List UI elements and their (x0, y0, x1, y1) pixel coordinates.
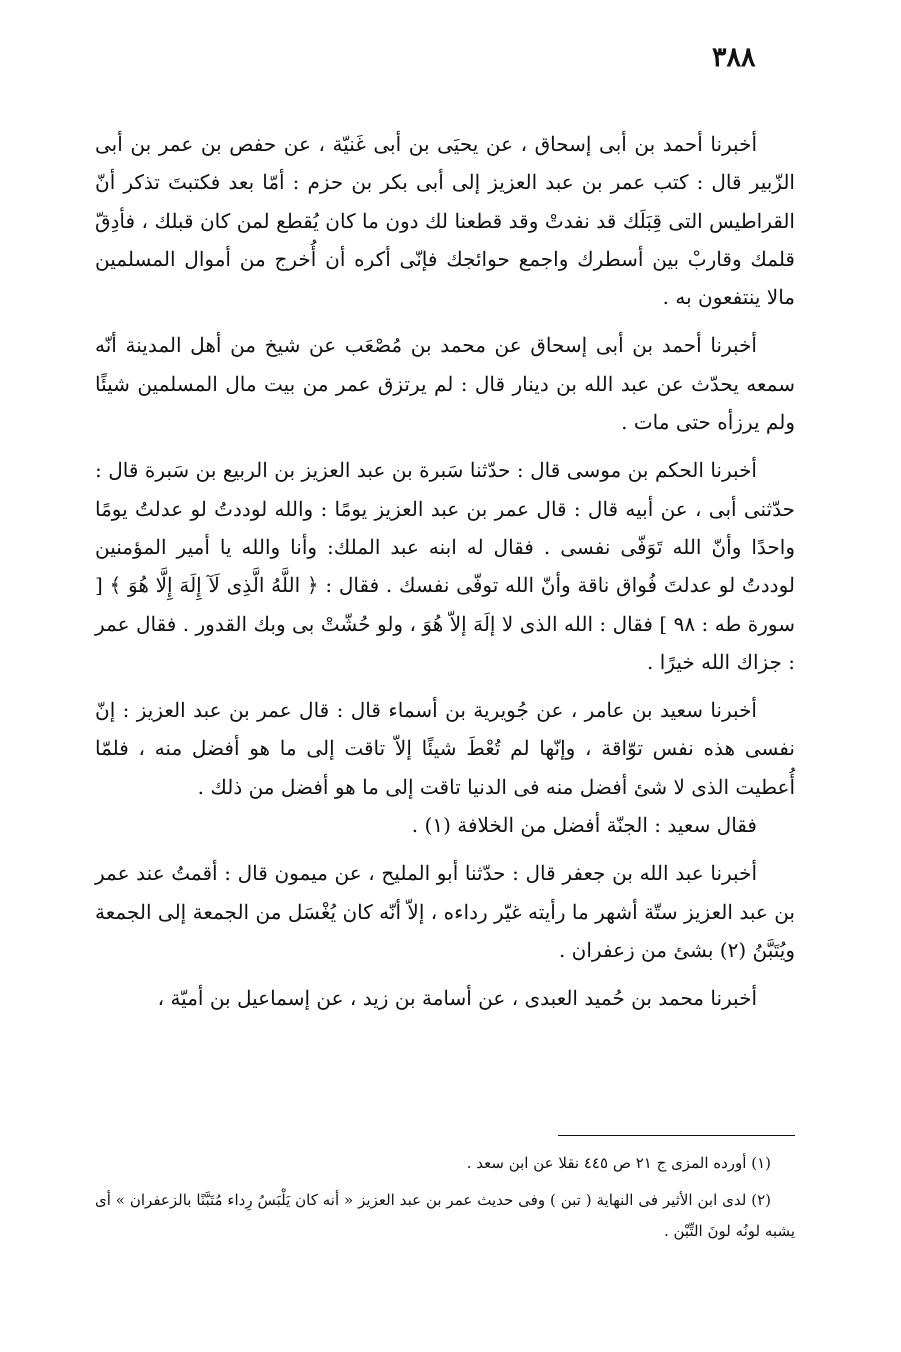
footnotes (95, 1148, 795, 1253)
paragraph: أخبرنا محمد بن حُميد العبدى ، عن أسامة بن زيد ، عن إسماعيل بن أميّة ، (157, 986, 757, 1011)
paragraph: أخبرنا أحمد بن أبى إسحاق عن محمد بن مُصْعَب عن شيخ من أهل المدينة أنّه سمعه يحدّث عن عبد الله بن دينار قال : لم يرتزق عمر من بيت مال المسلمين شيئًا ولم يرزأه حتى مات . (95, 333, 795, 435)
footnote: (٢) لدى ابن الأثير فى النهاية ( تبن ) وفى حديث عمر بن عبد العزيز « أنه كان يَلْبَسُ رِداء مُتَبَّنًا بالزعفران » أى يشبه لونُه لونَ التِّبْن . (95, 1191, 795, 1240)
paragraph: أخبرنا الحكم بن موسى قال : حدّثنا سَبرة بن عبد العزيز بن الربيع بن سَبرة قال : حدّثنى أبى ، عن أبيه قال : قال عمر بن عبد العزيز يومًا : والله لوددتُ لو عدلتُ يومًا واحدًا وأنّ الله تَوَفّى نفسى . فقال له ابنه عبد الملك: وأنا والله يا أمير المؤمنين لوددتُ لو عدلتَ فُواق ناقة وأنّ الله توفّى نفسك . فقال : ﴿ اللَّهُ الَّذِى لَآ إِلَهَ إِلَّا هُوَ ﴾ [ سورة طه : ٩٨ ] فقال : الله الذى لا إلَهَ إلاّ هُوَ ، ولو حُشّتْ بى وبك القدور . فقال عمر : جزاك الله خيرًا . (95, 458, 795, 674)
footnote: (١) أورده المزى ج ٢١ ص ٤٤٥ نقلا عن ابن سعد . (466, 1154, 771, 1172)
footnote-divider (558, 1135, 795, 1136)
paragraph: فقال سعيد : الجنّة أفضل من الخلافة (١) . (411, 813, 757, 838)
paragraph: أخبرنا عبد الله بن جعفر قال : حدّثنا أبو المليح ، عن ميمون قال : أقمتُ عند عمر بن عبد العزيز ستّة أشهر ما رأيته غيّر رداءه ، إلاّ أنّه كان يُغْسَل من الجمعة إلى الجمعة ويُتَبَّنُ (٢) بشئ من زعفران . (95, 861, 795, 962)
page-number: ٣٨٨ (712, 42, 756, 73)
paragraph: أخبرنا أحمد بن أبى إسحاق ، عن يحيَى بن أبى غَنيّة ، عن حفص بن عمر بن أبى الزّبير قال : كتب عمر بن عبد العزيز إلى أبى بكر بن حزم : أمّا بعد فكتبتَ تذكر أنّ القراطيس التى قِبَلَك قد نفدتْ وقد قطعنا لك دون ما كان يُقطع لمن كان قبلك ، فأدِقّ قلمك وقاربْ بين أسطرك واجمع حوائجك فإنّى أكره أن أُخرج من أموال المسلمين مالا ينتفعون به . (95, 132, 795, 310)
paragraph: أخبرنا سعيد بن عامر ، عن جُويرية بن أسماء قال : قال عمر بن عبد العزيز : إنّ نفسى هذه نفس توّاقة ، وإنّها لم تُعْطَ شيئًا إلاّ تاقت إلى ما هو أفضل منه ، فلمّا أُعطيت الذى لا شئ أفضل منه فى الدنيا تاقت إلى ما هو أفضل من ذلك . (95, 698, 795, 799)
main-text (95, 125, 795, 1028)
